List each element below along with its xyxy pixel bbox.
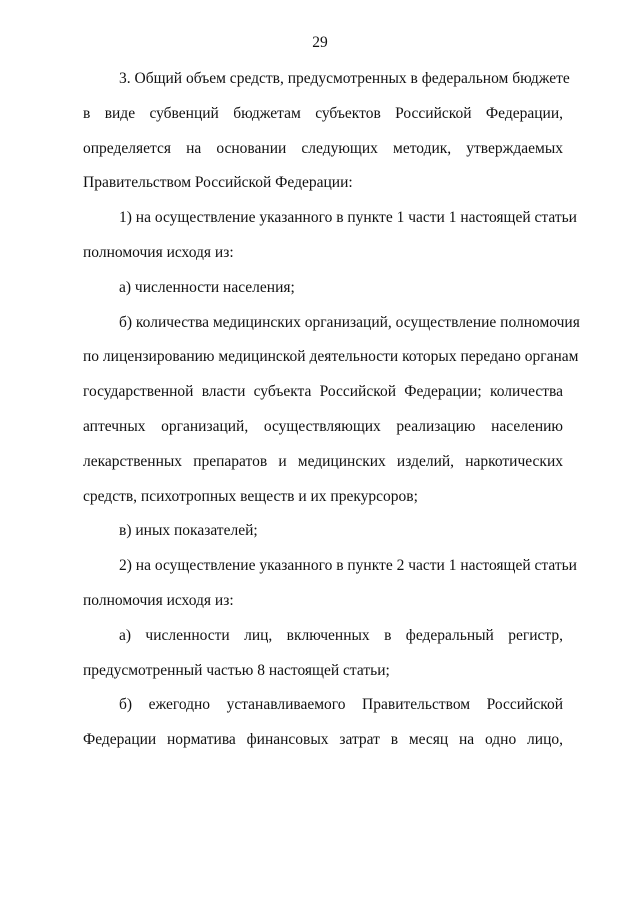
text-line: б) ежегодно устанавливаемого Правительством Российской bbox=[119, 696, 563, 714]
page-number: 29 bbox=[312, 34, 328, 51]
text-line: б) количества медицинских организаций, осуществление полномочия bbox=[119, 313, 580, 331]
text-line: государственной власти субъекта Российской Федерации; количества bbox=[83, 383, 563, 401]
text-line: предусмотренный частью 8 настоящей статьи; bbox=[83, 661, 390, 679]
text-line: Правительством Российской Федерации: bbox=[83, 174, 353, 192]
text-line: в) иных показателей; bbox=[119, 522, 258, 540]
text-line: а) численности лиц, включенных в федеральный регистр, bbox=[119, 626, 563, 644]
text-line: по лицензированию медицинской деятельности которых передано органам bbox=[83, 348, 579, 366]
text-line: а) численности населения; bbox=[119, 278, 295, 296]
text-line: лекарственных препаратов и медицинских изделий, наркотических bbox=[83, 452, 563, 470]
document-body bbox=[83, 62, 580, 758]
text-line: аптечных организаций, осуществляющих реализацию населению bbox=[83, 417, 563, 435]
text-line: Федерации норматива финансовых затрат в месяц на одно лицо, bbox=[83, 731, 563, 749]
text-line: определяется на основании следующих методик, утверждаемых bbox=[83, 139, 563, 157]
text-line: средств, психотропных веществ и их прекурсоров; bbox=[83, 487, 418, 505]
text-line: 2) на осуществление указанного в пункте 2 части 1 настоящей статьи bbox=[119, 557, 577, 575]
text-line: полномочия исходя из: bbox=[83, 243, 234, 261]
text-line: 1) на осуществление указанного в пункте 1 части 1 настоящей статьи bbox=[119, 209, 577, 227]
text-line: полномочия исходя из: bbox=[83, 591, 234, 609]
text-line: в виде субвенций бюджетам субъектов Российской Федерации, bbox=[83, 104, 563, 122]
text-line: 3. Общий объем средств, предусмотренных в федеральном бюджете bbox=[119, 70, 570, 87]
